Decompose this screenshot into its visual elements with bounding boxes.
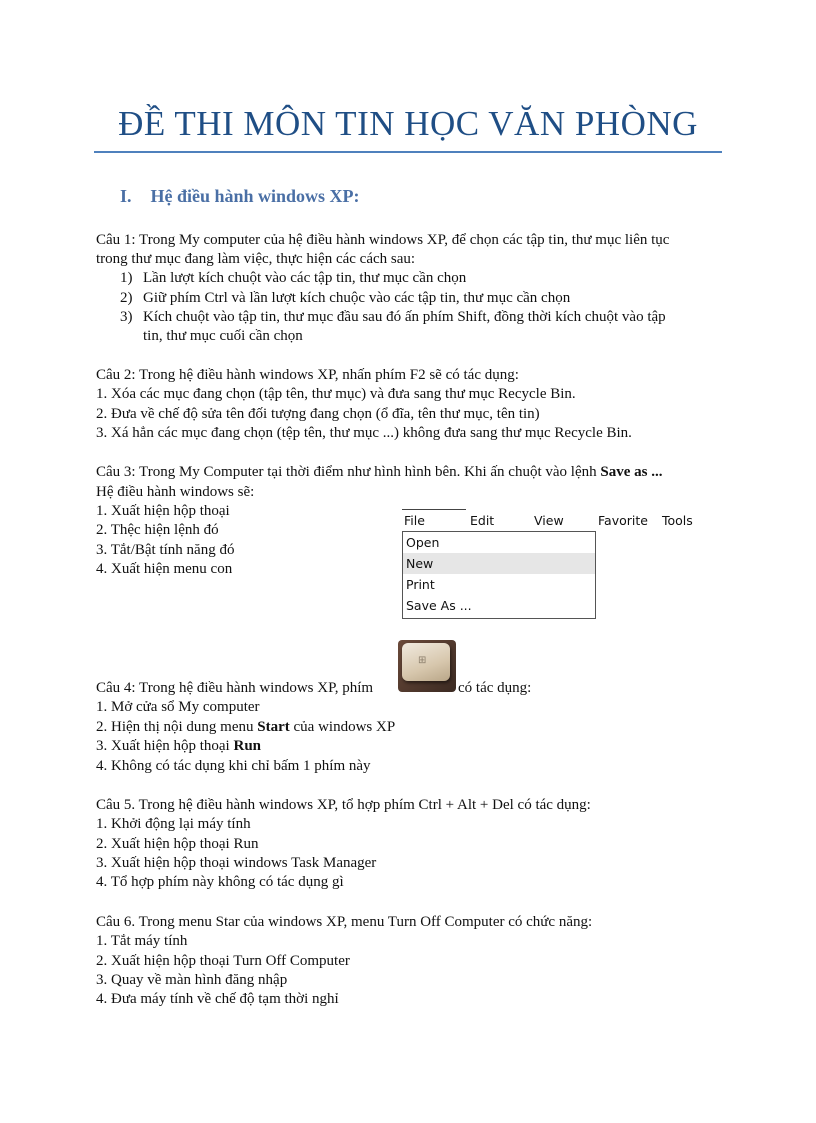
q1-option-2-num: 2) — [120, 290, 133, 306]
q1-option-3: Kích chuột vào tập tin, thư mục đầu sau đó ấn phím Shift, đồng thời kích chuột vào tập — [143, 309, 666, 325]
q5-option-3: 3. Xuất hiện hộp thoại windows Task Manager — [96, 855, 377, 871]
q3-option-2: 2. Thệc hiện lệnh đó — [96, 522, 219, 538]
q3-stem-bold: Save as ... — [600, 464, 663, 480]
windows-logo-icon: ⊞ — [418, 655, 427, 666]
menu-favorite[interactable]: Favorite — [598, 513, 648, 528]
q6-option-1: 1. Tắt máy tính — [96, 933, 188, 949]
windows-key-icon — [398, 640, 456, 692]
menu-item-print[interactable]: Print — [406, 577, 435, 592]
q4-option-3-a: 3. Xuất hiện hộp thoại — [96, 738, 234, 754]
q3-stem-text: Câu 3: Trong My Computer tại thời điểm như hình hình bên. Khi ấn chuột vào lệnh — [96, 464, 601, 480]
page-title: ĐỀ THI MÔN TIN HỌC VĂN PHÒNG — [118, 104, 698, 143]
q6-option-3: 3. Quay về màn hình đăng nhập — [96, 972, 288, 988]
menu-item-save-as[interactable]: Save As ... — [406, 598, 472, 613]
q4-stem-a: Câu 4: Trong hệ điều hành windows XP, phím — [96, 680, 374, 696]
menu-edit[interactable]: Edit — [470, 513, 495, 528]
menu-file[interactable]: File — [404, 513, 425, 528]
q1-option-3-num: 3) — [120, 309, 133, 325]
q6-option-2: 2. Xuất hiện hộp thoại Turn Off Computer — [96, 953, 350, 969]
key-cap — [402, 643, 450, 681]
q4-option-2-bold: Start — [257, 719, 290, 735]
q4-option-3 — [96, 737, 261, 756]
q6-stem: Câu 6. Trong menu Star của windows XP, menu Turn Off Computer có chức năng: — [96, 914, 593, 930]
q3-option-4: 4. Xuất hiện menu con — [96, 561, 233, 577]
menu-item-open[interactable]: Open — [406, 535, 440, 550]
q2-option-3: 3. Xá hẳn các mục đang chọn (tệp tên, thư mục ...) không đưa sang thư mục Recycle Bin. — [96, 425, 632, 441]
menu-bar — [400, 511, 700, 529]
q4-option-3-bold: Run — [233, 738, 262, 754]
menu-bar-top-rule — [402, 509, 466, 510]
section-label: Hệ điều hành windows XP: — [150, 186, 360, 206]
q1-option-2: Giữ phím Ctrl và lần lượt kích chuộc vào các tập tin, thư mục cần chọn — [143, 290, 571, 306]
q1-stem-line1: Câu 1: Trong My computer của hệ điều hành windows XP, để chọn các tập tin, thư mục liên tục — [96, 232, 670, 248]
menu-screenshot — [400, 511, 700, 621]
section-number: I. — [120, 186, 132, 206]
q5-option-1: 1. Khởi động lại máy tính — [96, 816, 251, 832]
q3-option-1: 1. Xuất hiện hộp thoại — [96, 503, 230, 519]
section-heading — [120, 186, 360, 207]
q2-option-2: 2. Đưa về chế độ sửa tên đối tượng đang chọn (ổ đĩa, tên thư mục, tên tin) — [96, 406, 540, 422]
q5-stem: Câu 5. Trong hệ điều hành windows XP, tổ hợp phím Ctrl + Alt + Del có tác dụng: — [96, 797, 591, 813]
q3-stem-line2: Hệ điều hành windows sẽ: — [96, 484, 255, 500]
menu-tools[interactable]: Tools — [662, 513, 693, 528]
q1-option-1-num: 1) — [120, 270, 133, 286]
q2-option-1: 1. Xóa các mục đang chọn (tập tên, thư mục) và đưa sang thư mục Recycle Bin. — [96, 386, 576, 402]
title-divider — [94, 151, 722, 153]
q4-option-1: 1. Mở cửa sổ My computer — [96, 699, 260, 715]
q1-option-3-cont: tin, thư mục cuối cần chọn — [143, 328, 303, 344]
q1-option-1: Lần lượt kích chuột vào các tập tin, thư mục cần chọn — [143, 270, 467, 286]
q6-option-4: 4. Đưa máy tính về chế độ tạm thời nghỉ — [96, 991, 339, 1007]
q4-option-2-b: của windows XP — [289, 719, 396, 735]
menu-view[interactable]: View — [534, 513, 564, 528]
q4-option-2 — [96, 718, 395, 737]
q4-option-2-a: 2. Hiện thị nội dung menu — [96, 719, 258, 735]
q5-option-4: 4. Tổ hợp phím này không có tác dụng gì — [96, 874, 344, 890]
q4-option-4: 4. Không có tác dụng khi chỉ bấm 1 phím này — [96, 758, 371, 774]
q5-option-2: 2. Xuất hiện hộp thoại Run — [96, 836, 259, 852]
q3-option-3: 3. Tắt/Bật tính năng đó — [96, 542, 235, 558]
menu-item-new[interactable]: New — [403, 553, 595, 574]
q1-stem-line2: trong thư mục đang làm việc, thực hiện các cách sau: — [96, 251, 416, 267]
q4-stem-b: có tác dụng: — [458, 680, 532, 696]
q2-stem: Câu 2: Trong hệ điều hành windows XP, nhấn phím F2 sẽ có tác dụng: — [96, 367, 519, 383]
q3-stem — [96, 463, 662, 482]
file-dropdown — [402, 531, 596, 619]
